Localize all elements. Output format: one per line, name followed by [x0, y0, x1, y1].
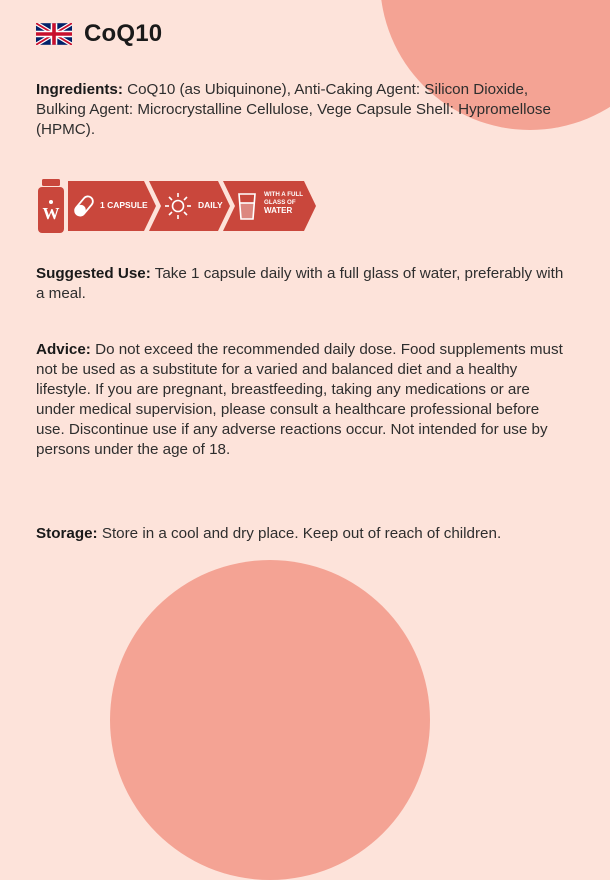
- water-label: [264, 191, 306, 215]
- uk-flag-icon: [36, 23, 72, 45]
- suggested-use-label: Suggested Use:: [36, 265, 151, 282]
- water-label-line2: GLASS OF: [264, 198, 296, 206]
- suggested-use-section: [36, 264, 564, 304]
- advice-label: Advice:: [36, 341, 91, 358]
- decorative-circle-bottom: [110, 560, 430, 880]
- dosage-banner: [36, 179, 320, 235]
- ingredients-section: [36, 80, 564, 140]
- capsule-label: 1 CAPSULE: [100, 200, 148, 210]
- supplement-jar-icon: [38, 179, 64, 233]
- storage-section: [36, 524, 564, 544]
- daily-label: DAILY: [198, 200, 223, 210]
- product-title: CoQ10: [84, 20, 163, 47]
- water-label-line3: WATER: [264, 206, 293, 215]
- advice-text: Do not exceed the recommended daily dose. Food supplements must not be used as a substitute for a varied and balanced diet and a healthy lifestyle. If you are pregnant, breastfeeding, taking any medications or are under medical supervision, please consult a healthcare professional before use. Discontinue use if any adverse reactions occur. Not intended for use by persons under the age of 18.: [36, 341, 563, 458]
- ingredients-label: Ingredients:: [36, 81, 123, 98]
- advice-section: [36, 340, 564, 460]
- storage-label: Storage:: [36, 525, 98, 542]
- ingredients-text: CoQ10 (as Ubiquinone), Anti-Caking Agent: Silicon Dioxide, Bulking Agent: Microcrystalline Cellulose, Vege Capsule Shell: Hypromellose (HPMC).: [36, 81, 551, 138]
- svg-text:W: W: [42, 204, 60, 223]
- page-header: [36, 20, 162, 48]
- storage-text: Store in a cool and dry place. Keep out of reach of children.: [97, 525, 502, 542]
- water-label-line1: WITH A FULL: [264, 191, 304, 198]
- suggested-use-text: Take 1 capsule daily with a full glass of water, preferably with a meal.: [36, 265, 564, 302]
